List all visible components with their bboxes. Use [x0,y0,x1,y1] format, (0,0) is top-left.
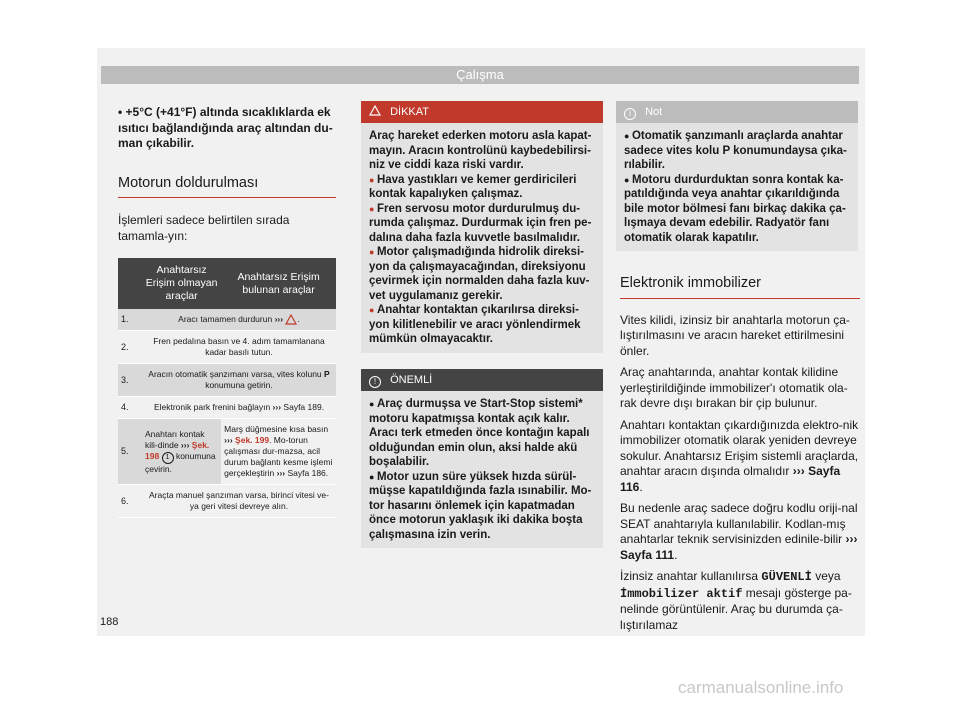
section-title: Elektronik immobilizer [620,275,762,291]
list-item: ● Fren servosu motor durdurulmuş du-rumda çalışmaz. Durdurmak için fren pe-dalına daha fazla kuvvetle basılmalıdır. [369,202,595,246]
table-row: 1. Aracı tamamen durdurun ››› . [118,309,336,331]
page-ref-link[interactable]: Sayfa 186. [287,468,329,479]
instruction-text: İşlemleri sadece belirtilen sırada tamamla-yın: [118,213,290,243]
paragraph: Bu nedenle araç sadece doğru kodlu oriji-nal SEAT anahtarıyla kullanılabilir. Kodlan-mış anahtarlar teknik servisinizden edinile-bilir ››› Sayfa 111. [620,501,858,562]
table-row: 4. Elektronik park frenini bağlayın ››› Sayfa 189. [118,397,336,419]
callout-circle-icon: 1 [162,452,174,464]
table-header-col2: Anahtarsız Erişim bulunan araçlar [221,258,336,309]
intro-text: • +5°C (+41°F) altında sıcaklıklarda ek ısıtıcı bağlandığında araç altından du-man çıkabilir. [118,105,333,150]
page-ref-link[interactable]: Sayfa 116 [620,464,841,494]
warning-body: Araç hareket ederken motoru asla kapat-mayın. Aracın kontrolünü kaybedebilirsi-niz ve ciddi kaza riski vardır. ● Hava yastıkları ve kemer gerdiricileri kontak kapalıyken çalışmaz. ● Fren servosu motor durdurulmuş du-rumda çalışmaz. Durdurmak için fren pe-dalına daha fazla kuvvetle basılmalıdır. ● Motor çalışmadığında hidrolik direksi-yon da çalışmayacağından, direksiyonu çevirmek için normalden daha fazla kuv-vet uygulamanız gerekir. ● Anahtar kontaktan çıkarılırsa direksi-yon kilitlenebilir ve aracı yönlendirmek mümkün olmayacaktır. [361,123,603,353]
section-title: Motorun doldurulması [118,174,259,191]
note-box [616,101,858,251]
table-header-empty [118,258,142,309]
page-number: 188 [100,616,119,628]
paragraph: Anahtarı kontaktan çıkardığınızda elektro-nik immobilizer otomatik olarak yeniden devreye sokulur. Anahtarsız Erişim sistemli araçlarda, anahtar aracın dışında olmalıdır ››› Sayfa 116. [620,417,859,494]
page-ref-link[interactable]: Sayfa 189. [283,402,325,413]
warning-box [361,101,603,353]
paragraph: Vites kilidi, izinsiz bir anahtarla motorun ça-lıştırılmasını ve aracın hareket ettirilmesini önler. [620,312,850,358]
warning-header: DİKKAT [361,101,603,123]
list-item: ● Motor uzun süre yüksek hızda sürül-müşse kapatıldığında fazla ısınabilir. Mo-tor hasarını önlemek için kapatmadan önce motorun yaklaşık iki dakika boşta çalışmasına izin verin. [369,470,595,543]
section-divider [118,197,336,198]
figure-ref-link[interactable]: Şek. 199 [235,435,270,446]
important-header: ! ÖNEMLİ [361,369,603,391]
table-row: 3. Aracın otomatik şanzımanı varsa, vites kolunu P konumuna getirin. [118,364,336,397]
paragraph: Araç anahtarında, anahtar kontak kilidine yerleştirildiğinde immobilizer'ı otomatik ola-rak devre dışı bırakan bir çip bulunur. [620,365,848,410]
steps-table [118,258,336,518]
info-icon: i [624,108,636,120]
list-item: ● Otomatik şanzımanlı araçlarda anahtar sadece vites kolu P konumundaysa çıka-rılabilir. [624,129,850,173]
paragraph: İzinsiz anahtar kullanılırsa GÜVENLİ veya İmmobilizer aktif mesajı gösterge pa-nelinde görüntülenir. Araç bu durumda ça-lıştırılamaz [620,569,852,632]
list-item: ● Araç durmuşsa ve Start-Stop sistemi* motoru kapatmışsa kontak açık kalır. Aracı terk etmeden önce kontağın kapalı olduğundan emin olun, aksi halde akü boşalabilir. [369,397,595,470]
section-motor [118,176,336,199]
right-column [620,276,860,633]
list-item: ● Motoru durdurduktan sonra kontak ka-patıldığında veya anahtar çıkarıldığında bile motor bölmesi fanı birkaç dakika ça-lışmaya devam edebilir. Radyatör fanı otomatik olarak kapatılır. [624,173,850,246]
warning-triangle-icon [369,105,381,116]
table-row: 2. Fren pedalına basın ve 4. adım tamamlanana kadar basılı tutun. [118,331,336,364]
section-divider [620,298,860,299]
important-box [361,369,603,548]
page-ref-link[interactable]: Sayfa 111 [620,547,675,562]
list-item: ● Anahtar kontaktan çıkarılırsa direksi-yon kilitlenebilir ve aracı yönlendirmek mümkün olmayacaktır. [369,303,595,347]
table-row: 5. Anahtarı kontak kili-dinde ››› Şek. 198 1 konumuna çevirin. Marş düğmesine kısa basın ››› Şek. 199. Mo-torun çalışması dur-mazsa, acil durum bağlantı kesme işlemi gerçekleştirin ››› Sayfa 186. [118,419,336,485]
info-circle-icon: ! [369,376,381,388]
page-header: Çalışma [101,66,859,84]
list-item: ● Motor çalışmadığında hidrolik direksi-yon da çalışmayacağından, direksiyonu çevirmek için normalden daha fazla kuv-vet uygulamanız gerekir. [369,245,595,303]
watermark: carmanualsonline.info [678,678,844,697]
note-body [616,123,858,251]
figure-ref-link[interactable]: Şek. 198 [145,439,210,461]
warning-triangle-icon [285,314,297,325]
note-header: i Not [616,101,858,123]
list-item: ● Hava yastıkları ve kemer gerdiricileri kontak kapalıyken çalışmaz. [369,173,595,202]
table-row: 6. Araçta manuel şanzıman varsa, birinci vitesi ve-ya geri vitesi devreye alın. [118,485,336,518]
table-header-col1: Anahtarsız Erişim olmayan araçlar [142,258,221,309]
important-body [361,391,603,548]
left-column [118,105,336,518]
